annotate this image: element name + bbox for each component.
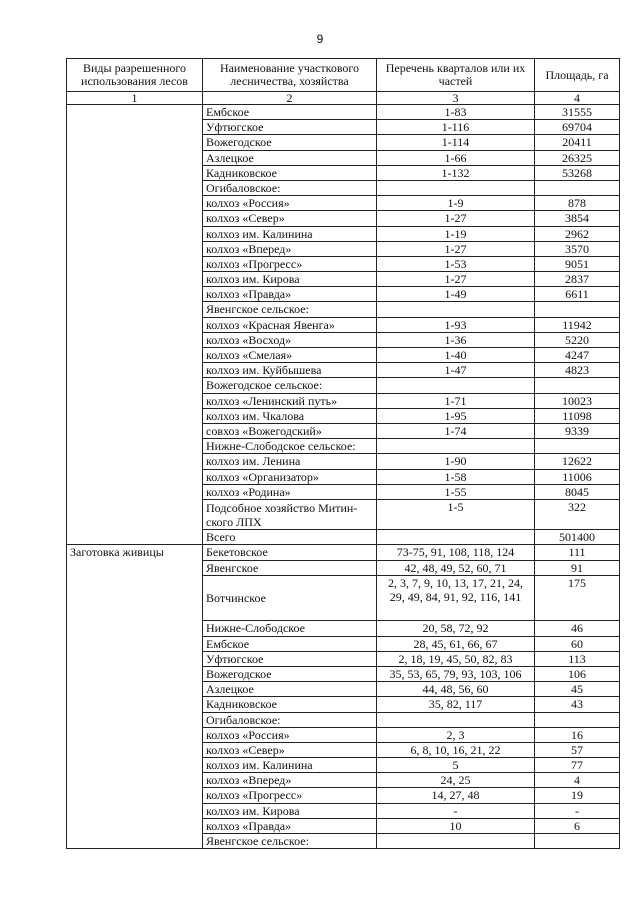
forestry-name-cell: колхоз «Север» <box>203 742 377 757</box>
quarters-cell: 2, 18, 19, 45, 50, 82, 83 <box>377 651 535 666</box>
area-cell: 45 <box>535 682 620 697</box>
area-cell: 4247 <box>535 348 620 363</box>
quarters-cell: 1-49 <box>377 287 535 302</box>
forestry-name-cell: Нижне-Слободское сельское: <box>203 439 377 454</box>
area-cell: 2837 <box>535 272 620 287</box>
quarters-cell: 1-47 <box>377 363 535 378</box>
quarters-cell: 1-9 <box>377 196 535 211</box>
forestry-name-cell: колхоз «Правда» <box>203 818 377 833</box>
forestry-name-cell: колхоз «Вперед» <box>203 773 377 788</box>
forestry-name-cell: колхоз им. Чкалова <box>203 408 377 423</box>
quarters-cell <box>377 530 535 545</box>
quarters-cell: 1-27 <box>377 272 535 287</box>
forestry-name-cell: Азлецкое <box>203 682 377 697</box>
area-cell: 5220 <box>535 332 620 347</box>
quarters-cell: 1-132 <box>377 165 535 180</box>
header-use-type: Виды разрешенного использования лесов <box>67 59 203 92</box>
quarters-cell: 1-66 <box>377 150 535 165</box>
area-cell: 3854 <box>535 211 620 226</box>
area-cell: 11006 <box>535 469 620 484</box>
quarters-cell: 1-40 <box>377 348 535 363</box>
forestry-name-cell: колхоз им. Кирова <box>203 803 377 818</box>
quarters-cell: 1-5 <box>377 499 535 529</box>
forestry-name-cell: Явенгское сельское: <box>203 834 377 849</box>
area-cell: 4 <box>535 773 620 788</box>
forestry-name-cell: Огибаловское: <box>203 712 377 727</box>
forestry-name-cell: Ембское <box>203 636 377 651</box>
table-body <box>67 105 620 849</box>
column-number: 2 <box>203 92 377 105</box>
quarters-cell: 1-95 <box>377 408 535 423</box>
quarters-cell <box>377 439 535 454</box>
area-cell: 31555 <box>535 105 620 120</box>
area-cell: 9051 <box>535 256 620 271</box>
quarters-cell: 28, 45, 61, 66, 67 <box>377 636 535 651</box>
column-number: 1 <box>67 92 203 105</box>
area-cell: 6611 <box>535 287 620 302</box>
quarters-cell: 20, 58, 72, 92 <box>377 621 535 636</box>
forestry-name-cell: Всего <box>203 530 377 545</box>
quarters-cell: 1-36 <box>377 332 535 347</box>
column-number-row <box>67 92 620 105</box>
area-cell: 91 <box>535 560 620 575</box>
forestry-name-cell: Огибаловское: <box>203 180 377 195</box>
quarters-cell <box>377 834 535 849</box>
forestry-name-cell: Вожегодское <box>203 666 377 681</box>
forestry-name-cell: колхоз им. Калинина <box>203 758 377 773</box>
area-cell <box>535 439 620 454</box>
header-forestry-name: Наименование участкового лесничества, хозяйства <box>203 59 377 92</box>
area-cell: 43 <box>535 697 620 712</box>
area-cell: - <box>535 803 620 818</box>
area-cell: 11098 <box>535 408 620 423</box>
quarters-cell: 1-90 <box>377 454 535 469</box>
quarters-cell: 44, 48, 56, 60 <box>377 682 535 697</box>
quarters-cell <box>377 378 535 393</box>
forestry-name-cell: колхоз им. Ленина <box>203 454 377 469</box>
area-cell <box>535 180 620 195</box>
forest-use-table <box>66 58 620 849</box>
use-type-cell <box>67 105 203 545</box>
quarters-cell: 2, 3, 7, 9, 10, 13, 17, 21, 24, 29, 49, 84, 91, 92, 116, 141 <box>377 575 535 621</box>
area-cell: 9339 <box>535 423 620 438</box>
column-number: 3 <box>377 92 535 105</box>
forestry-name-cell: Вожегодское <box>203 135 377 150</box>
forestry-name-cell: Ембское <box>203 105 377 120</box>
quarters-cell: 1-93 <box>377 317 535 332</box>
forestry-name-cell: колхоз «Север» <box>203 211 377 226</box>
forestry-name-cell: колхоз «Ленинский путь» <box>203 393 377 408</box>
quarters-cell: 6, 8, 10, 16, 21, 22 <box>377 742 535 757</box>
quarters-cell: 5 <box>377 758 535 773</box>
area-cell: 53268 <box>535 165 620 180</box>
forestry-name-cell: колхоз им. Кирова <box>203 272 377 287</box>
area-cell <box>535 834 620 849</box>
forestry-name-cell: Вожегодское сельское: <box>203 378 377 393</box>
area-cell: 12622 <box>535 454 620 469</box>
forestry-name-cell: колхоз «Прогресс» <box>203 788 377 803</box>
forestry-name-cell: Бекетовское <box>203 545 377 560</box>
area-cell: 46 <box>535 621 620 636</box>
forestry-name-cell: Явенгское сельское: <box>203 302 377 317</box>
area-cell: 8045 <box>535 484 620 499</box>
forestry-name-cell: Кадниковское <box>203 165 377 180</box>
area-cell: 3570 <box>535 241 620 256</box>
forestry-name-cell: колхоз «Россия» <box>203 727 377 742</box>
area-cell: 20411 <box>535 135 620 150</box>
quarters-cell: 10 <box>377 818 535 833</box>
area-cell: 19 <box>535 788 620 803</box>
quarters-cell: 24, 25 <box>377 773 535 788</box>
quarters-cell: 1-58 <box>377 469 535 484</box>
forestry-name-cell: Явенгское <box>203 560 377 575</box>
quarters-cell: 42, 48, 49, 52, 60, 71 <box>377 560 535 575</box>
quarters-cell <box>377 302 535 317</box>
area-cell <box>535 378 620 393</box>
area-cell: 10023 <box>535 393 620 408</box>
quarters-cell: 1-27 <box>377 211 535 226</box>
area-cell: 113 <box>535 651 620 666</box>
forestry-name-cell: колхоз им. Калинина <box>203 226 377 241</box>
page-number: 9 <box>316 32 324 46</box>
table-header-row <box>67 59 620 92</box>
area-cell: 501400 <box>535 530 620 545</box>
area-cell: 6 <box>535 818 620 833</box>
forestry-name-cell: Подсобное хозяйство Митин-ского ЛПХ <box>203 499 377 529</box>
area-cell: 175 <box>535 575 620 621</box>
table-row <box>67 105 620 120</box>
area-cell: 322 <box>535 499 620 529</box>
forestry-name-cell: колхоз «Красная Явенга» <box>203 317 377 332</box>
quarters-cell: 2, 3 <box>377 727 535 742</box>
forestry-name-cell: колхоз «Правда» <box>203 287 377 302</box>
quarters-cell: 1-71 <box>377 393 535 408</box>
quarters-cell: 73-75, 91, 108, 118, 124 <box>377 545 535 560</box>
area-cell: 69704 <box>535 120 620 135</box>
quarters-cell: 1-19 <box>377 226 535 241</box>
area-cell: 4823 <box>535 363 620 378</box>
header-area: Площадь, га <box>535 59 620 92</box>
area-cell: 26325 <box>535 150 620 165</box>
area-cell: 77 <box>535 758 620 773</box>
area-cell: 16 <box>535 727 620 742</box>
forestry-name-cell: Вотчинское <box>203 575 377 621</box>
forestry-name-cell: Уфтюгское <box>203 120 377 135</box>
quarters-cell: 35, 82, 117 <box>377 697 535 712</box>
area-cell <box>535 712 620 727</box>
forestry-name-cell: Нижне-Слободское <box>203 621 377 636</box>
area-cell: 878 <box>535 196 620 211</box>
forestry-name-cell: совхоз «Вожегодский» <box>203 423 377 438</box>
forestry-name-cell: колхоз «Вперед» <box>203 241 377 256</box>
area-cell: 11942 <box>535 317 620 332</box>
forestry-name-cell: колхоз «Смелая» <box>203 348 377 363</box>
forestry-name-cell: колхоз «Прогресс» <box>203 256 377 271</box>
forestry-name-cell: Азлецкое <box>203 150 377 165</box>
forestry-name-cell: колхоз им. Куйбышева <box>203 363 377 378</box>
area-cell: 60 <box>535 636 620 651</box>
area-cell: 111 <box>535 545 620 560</box>
column-number: 4 <box>535 92 620 105</box>
quarters-cell: 1-27 <box>377 241 535 256</box>
area-cell <box>535 302 620 317</box>
area-cell: 2962 <box>535 226 620 241</box>
forestry-name-cell: Кадниковское <box>203 697 377 712</box>
quarters-cell <box>377 712 535 727</box>
quarters-cell: 35, 53, 65, 79, 93, 103, 106 <box>377 666 535 681</box>
forestry-name-cell: колхоз «Россия» <box>203 196 377 211</box>
forestry-name-cell: колхоз «Организатор» <box>203 469 377 484</box>
area-cell: 106 <box>535 666 620 681</box>
quarters-cell <box>377 180 535 195</box>
quarters-cell: 1-114 <box>377 135 535 150</box>
quarters-cell: 14, 27, 48 <box>377 788 535 803</box>
quarters-cell: 1-53 <box>377 256 535 271</box>
quarters-cell: 1-116 <box>377 120 535 135</box>
forestry-name-cell: колхоз «Восход» <box>203 332 377 347</box>
forestry-name-cell: Уфтюгское <box>203 651 377 666</box>
area-cell: 57 <box>535 742 620 757</box>
quarters-cell: - <box>377 803 535 818</box>
use-type-cell: Заготовка живицы <box>67 545 203 849</box>
quarters-cell: 1-83 <box>377 105 535 120</box>
table-row <box>67 545 620 560</box>
header-quarters-list: Перечень кварталов или их частей <box>377 59 535 92</box>
quarters-cell: 1-55 <box>377 484 535 499</box>
forestry-name-cell: колхоз «Родина» <box>203 484 377 499</box>
quarters-cell: 1-74 <box>377 423 535 438</box>
